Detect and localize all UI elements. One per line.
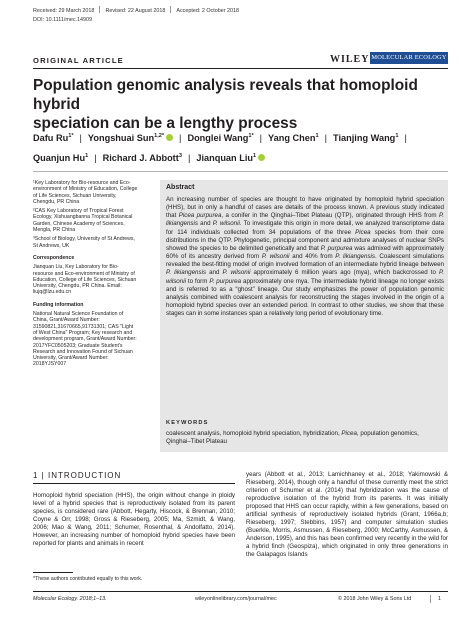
abstract-heading: Abstract (166, 184, 195, 191)
author[interactable]: Yongshuai Sun$^{1,2*}$ (87, 133, 165, 144)
abstract-text: An increasing number of species are thought to have originated by homoploid hybrid speciation (HHS), but in only a handful of cases are details of the process known. A previous study indicated that Picea purpurea, a conifer in the Qinghai–Tibet Plateau (QTP), originated through HHS from P. likiangensis and P. wilsonii. To investigate this origin in more detail, we analyzed transcriptome data for 114 individuals collected from 34 populations of the three Picea species from their core distributions in the QTP. Phylogenetic, principal component and admixture analyses of nuclear SNPs showed the species to be delimited genetically and that P. purpurea was admixed with approximately 60% of its ancestry derived from P. wilsonii and 40% from P. likiangensis. Coalescent simulations revealed the best-fitting model of origin involved formation of an intermediate hybrid lineage between P. likiangensis and P. wilsonii approximately 6 million years ago (mya), which backcrossed to P. wilsonii to form P. purpurea approximately one mya. The intermediate hybrid lineage no longer exists and is referred to as a “ghost” lineage. Our study emphasizes the power of population genomic analysis combined with coalescent analysis for reconstructing the stages involved in the origin of a homoploid hybrid species over an extended period. In contrast to other studies, we show that these stages can in some instances span a relatively long period of evolutionary time. (166, 196, 445, 318)
affiliation: ²CAS Key Laboratory of Tropical Forest Ecology, Xishuangbanna Tropical Botanical Garden, Chinese Academy of Sciences, Mengla, PR China (33, 208, 133, 234)
paper-title (33, 76, 453, 133)
correspondence-text: Jianquan Liu, Key Laboratory for Bio-resource and Eco-environment of Ministry of Education, College of Life Sciences, Sichuan University, Chengdu, PR China. Email: liujq@lzu.edu.cn (33, 264, 137, 296)
revised-date: Revised: 22 August 2018 (105, 8, 166, 14)
keywords-heading: KEYWORDS (166, 420, 209, 426)
intro-heading: 1 | INTRODUCTION (33, 471, 122, 480)
author-list (33, 127, 453, 167)
page-separator (430, 595, 431, 603)
affiliations-column (33, 180, 138, 371)
journal-url[interactable]: wileyonlinelibrary.com/journal/mec (195, 596, 277, 602)
affiliation: ³School of Biology, University of St Andrews, St Andrews, UK (33, 236, 135, 249)
header-rule (33, 68, 448, 69)
author[interactable]: Tianjing Wang$^1$ (333, 133, 399, 144)
accepted-date: Accepted: 2 October 2018 (176, 8, 240, 14)
affiliation: ¹Key Laboratory for Bio-resource and Eco-environment of Ministry of Education, College of Life Sciences, Sichuan University, Chengdu, PR China (33, 180, 138, 205)
author[interactable]: Richard J. Abbott$^3$ (102, 153, 182, 164)
received-date: Received: 29 March 2018 (33, 8, 95, 14)
copyright: © 2018 John Wiley & Sons Ltd (338, 596, 412, 602)
journal-badge: MOLECULAR ECOLOGY (370, 52, 448, 64)
keywords-text: coalescent analysis, homoploid hybrid speciation, hybridization, Picea, population genomics, Qinghai–Tibet Plateau (166, 430, 419, 445)
author[interactable]: Dafu $Ru^{1*}$ (33, 133, 74, 144)
footnote: *These authors contributed equally to this work. (33, 576, 143, 582)
author[interactable]: Jianquan Liu$^1$ (196, 153, 257, 164)
funding-text: National Natural Science Foundation of China, Grant/Award Number: 31590821,31670665,91731301; CAS "Light of West China" Program; Key research and development program, Grant/Award Number: 2017YFC0505203; Graduate Student's Research and Innovation Found of Sichuan University, Grant/Award Number: 2018YJSY007 (33, 311, 137, 368)
orcid-icon[interactable] (166, 134, 173, 141)
intro-left-column: Homoploid hybrid speciation (HHS), the origin without change in ploidy level of a hybrid species that is reproductively isolated from its parent species, is considered rare (Abbott, Hegarty, Hiscock, & Brennan, 2010; Coyne & Orr, 1998; Gross & Rieseberg, 2005; Ma, Szmidt, & Wang, 2006; Mao & Wang, 2011; Schumer, Rosenthal, & Andolfatto, 2014). However, an increasing number of homoploid hybrid species have been reported for plants and animals in recent (33, 492, 235, 548)
journal-citation: Molecular Ecology. 2018;1–13. (33, 596, 107, 602)
intro-rule (33, 483, 235, 484)
footnote-rule (33, 572, 73, 573)
author[interactable]: Donglei Wang$^{1*}$ (187, 133, 254, 144)
authors-line-1: Dafu $Ru^{1*}$ | Yongshuai Sun$^{1,2*}$ | Donglei Wang$^{1*}$ | Yang Chen$^1$ | Tianjing Wang$^1$ | (33, 133, 407, 144)
intro-right-column: years (Abbott et al., 2013; Lamichhaney et al., 2018; Yakimowski & Rieseberg, 2014), though only a handful of these currently meet the strict criterion of Schumer et al. (2014) that hybridization was the cause of reproductive isolation of the hybrid from its parents. It was initially proposed that HHS can occur rapidly, within a few generations, based on artificial synthesis of reproductively isolated hybrids (Grant, 1966a,b; Rieseberg, 1997; Stebbins, 1957) and computer simulation studies (Buerkle, Morris, Asmussen, & Rieseberg, 2000; McCarthy, Asmussen, & Anderson, 1995), and this has been confirmed very recently in the wild for a hybrid finch (Geospiza), which originated in only three generations in the Galapagos Islands (246, 471, 448, 559)
authors-rule (33, 171, 448, 172)
correspondence-heading: Correspondence (33, 254, 75, 261)
publisher-logo: WILEY (330, 54, 370, 65)
article-type: ORIGINAL ARTICLE (33, 56, 124, 65)
author[interactable]: Quanjun Hu$^1$ (33, 153, 89, 164)
title-line-2: speciation can be a lengthy process (33, 115, 298, 132)
page-number: 1 (438, 596, 441, 602)
title-line-1: Population genomic analysis reveals that homoploid hybrid (33, 77, 418, 113)
article-dates (33, 6, 239, 14)
footer-rule (33, 591, 448, 592)
funding-heading: Funding information (33, 301, 84, 308)
authors-line-2: Quanjun Hu$^1$ | Richard J. Abbott$^3$ | Jianquan Liu$^1$ (33, 147, 453, 167)
author[interactable]: Yang Chen$^1$ (268, 133, 319, 144)
orcid-icon[interactable] (258, 154, 265, 161)
doi[interactable]: DOI: 10.1111/mec.14909 (33, 17, 93, 23)
